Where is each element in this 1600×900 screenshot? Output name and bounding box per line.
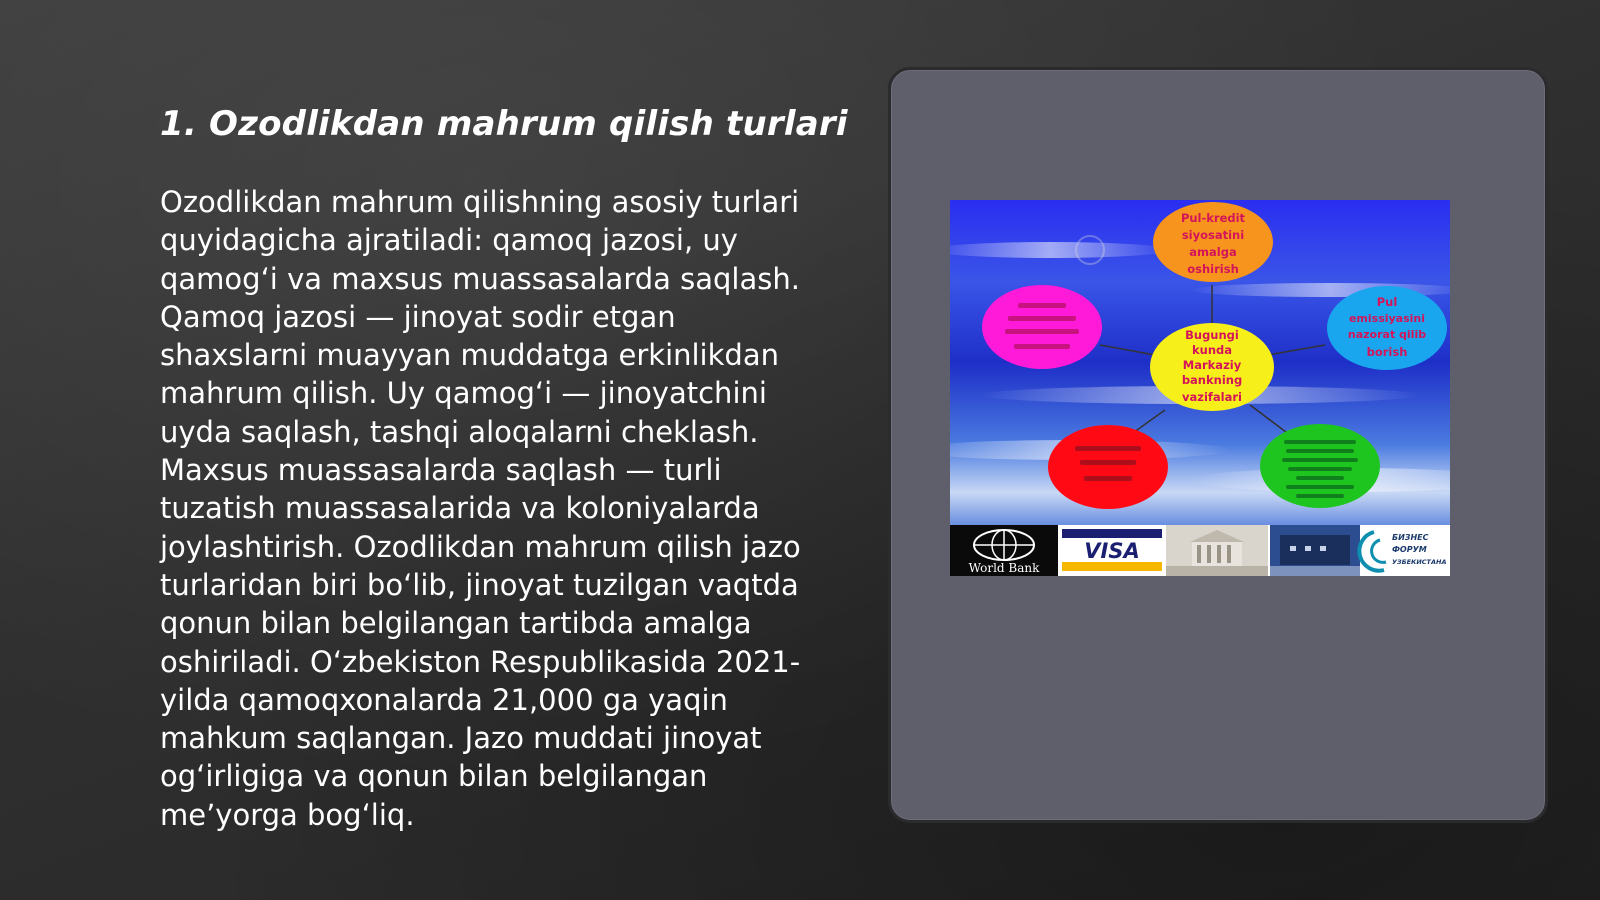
world-bank-label: World Bank — [968, 561, 1040, 575]
node-right — [1327, 286, 1447, 370]
node-right-line-4: borish — [1366, 345, 1408, 359]
forum-line-2: ФОРУМ — [1392, 545, 1427, 554]
node-right-line-1: Pul — [1376, 295, 1398, 309]
body-paragraph: Ozodlikdan mahrum qilishning asosiy turlari quyidagicha ajratiladi: qamoq jazosi, uy qamog‘i va maxsus muassasalarda saqlash. Qamoq jazosi — jinoyat sodir etgan shaxslarni muayyan muddatga erkinlikdan mahrum qilish. Uy qamog‘i — jinoyatchini uyda saqlash, tashqi aloqalarni cheklash. Maxsus muassasalarda saqlash — turli tuzatish muassasalarida va koloniyalarda joylashtirish. Ozodlikdan mahrum qilish jazo turlaridan biri bo‘lib, jinoyat tuzilgan vaqtda qonun bilan belgilangan tartibda amalga oshiriladi. O‘zbekiston Respublikasida 2021-yilda qamoqxonalarda 21,000 ga yaqin mahkum saqlangan. Jazo muddati jinoyat og‘irligiga va qonun bilan belgilangan me’yorga bog‘liq. — [160, 185, 801, 832]
forum-line-3: УЗБЕКИСТАНА — [1392, 558, 1447, 566]
node-top-line-4: oshirish — [1187, 262, 1239, 276]
node-center-line-4: bankning — [1181, 373, 1243, 387]
business-forum-logo — [1359, 525, 1450, 576]
node-top — [1153, 202, 1273, 282]
building-photo-blue — [1270, 525, 1360, 576]
node-bottom-left-shape — [1048, 425, 1168, 509]
node-right-line-2: emissiyasini — [1348, 312, 1426, 325]
world-bank-logo — [950, 525, 1058, 576]
bank-building-photo — [1166, 525, 1268, 576]
node-bottom-right — [1260, 424, 1380, 508]
node-top-line-3: amalga — [1189, 245, 1237, 259]
node-center-line-1: Bugungi — [1185, 328, 1239, 342]
node-center-line-5: vazifalari — [1182, 390, 1242, 404]
node-center-line-3: Markaziy — [1182, 358, 1242, 372]
node-left — [982, 285, 1102, 369]
slide-title: 1. Ozodlikdan mahrum qilish turlari — [160, 104, 848, 144]
node-center-line-2: kunda — [1191, 343, 1233, 357]
central-bank-diagram-image — [950, 200, 1450, 576]
node-center — [1150, 323, 1274, 411]
node-left-shape — [982, 285, 1102, 369]
node-top-line-1: Pul-kredit — [1180, 211, 1246, 225]
node-bottom-left — [1048, 425, 1168, 509]
node-right-line-3: nazorat qilib — [1347, 328, 1427, 341]
node-top-line-2: siyosatini — [1181, 228, 1245, 242]
visa-label: VISA — [1084, 539, 1140, 563]
visa-logo — [1060, 527, 1164, 574]
forum-line-1: БИЗНЕС — [1392, 533, 1429, 542]
